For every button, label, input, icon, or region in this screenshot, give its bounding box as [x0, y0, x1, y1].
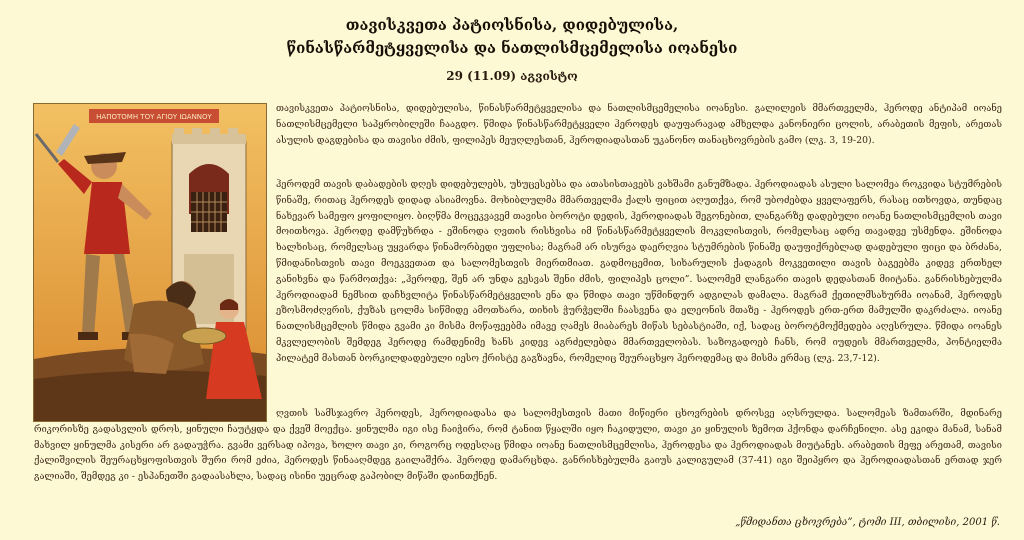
page-subtitle: წინასწარმეტყველისა და ნათლისმცემელისა იოანესი [286, 39, 738, 57]
page-title: თავისკვეთა პატიოსნისა, დიდებულისა, [345, 16, 679, 34]
beheading-icon-image [33, 103, 267, 422]
feast-date: 29 (11.09) აგვისტო [446, 69, 578, 83]
paragraph-1: თავისკვეთა პატიოსნისა, დიდებულისა, წინასწარმეტყველისა და ნათლისმცემელისა იოანესი. გალილეის მმართველმა, ჰეროდე ანტიპამ იოანე ნათლისმცემელი საპყრობილეში ჩააგდო. წმიდა წინასწარმეტყველი ჰეროდეს დაუფარავად ამხელდა კანონიერი ცოლის, არაბეთის მეფის, არეთას ასულის დაგდებისა და თავისი ძმის, ფილიპეს მეუღლესთან, ჰეროდიადასთან უკანონო თანაცხოვრების გამო (ლკ. 3, 19-20). [276, 103, 1002, 146]
paragraph-3: ღვთის სამსჯავრო ჰეროდეს, ჰეროდიადასა და სალომესთვის მათი მიწიერი ცხოვრების დროსვე აღსრულდა. სალომეას ზამთარში, მდინარე რიკორისზე გადასვლის დროს, ყინული ჩაუტყდა და ქვეშ მოექცა. ყინულმა იგი ისე ჩაიჭირა, რომ ტანით წყალში იყო ჩაკიდული, თავი კი ყინულის ზემოთ ჰქონდა დარჩენილი. ასე ეკიდა მანამ, სანამ მახვილ ყინულმა კისერი არ გადაუჭრა. გვამი ვერსად იპოვა, ხოლო თავი კი, როგორც ოდესღაც წმიდა იოანე ნათლისმცემლისა, ჰეროდესა და ჰეროდიადას მიუტანეს. არაბეთის მეფე არეთამ, თავისი ქალიშვილის შეურაცხყოფისთვის შური რომ ეძია, ჰეროდეს წინააღმდეგ გაილაშქრა. ჰეროდე დამარცხდა. განრისხებულმა გაიუს კალიგულამ (37-41) იგი შეიპყრო და ჰეროდიადასთან ერთად ჯერ გალიაში, შემდეგ კი - ესპანეთში გადაასახლა, სადაც ისინი უეცრად გაპობილ მიწაში დაინთქნენ. [34, 408, 1002, 483]
paragraph-2: ჰეროდემ თავის დაბადების დღეს დიდებულებს, უხუცესებსა და ათასისთავებს ვახშამი განუმზადა. ჰეროდიადას ასული სალომეა როკვიდა სტუმრების წინაშე, რითაც ჰეროდეს დიდად ასიამოვნა. მოხიბლულმა მმართველმა ქალს ფიცით აღუთქვა, რომ უბოძებდა ყველაფერს, რასაც ითხოვდა, თუნდაც ნახევარ სამეფო ყოფილიყო. ბიღწმა მოცეკვავემ თავისი ბოროტი დედის, ჰეროდიადას შეგონებით, ლანგარზე დადებული იოანე ნათლისმცემლის თავი მოითხოვა. ჰეროდე დამწუხრდა - ეშინოდა ღვთის რისხვისა იმ წინასწარმეტყველის მოკვლისთვის, რომელსაც ადრე თავადვე უსმენდა. ეშინოდა ხალხისაც, რომელსაც უყვარდა წინამორბედი უფლისა; მაგრამ არ ისურვა დაერღვია სტუმრების წინაშე დაუფიქრებლად დადებული ფიცი და ბრძანა, წმიდანისთვის თავი მოეკვეთათ და სალომესთვის მიერთმიათ. გადმოცემით, სიხარულის ქადაგის მოკვეთილი თავის ბაგეებმა კიდევ ერთხელ განიხვნა და წარმოთქვა: „ჰეროდე, შენ არ უნდა გესვას შენი ძმის, ფილიპეს ცოლი”. სალომემ ლანგარი თავის დედასთან მიიტანა. განრისხებულმა ჰეროდიადამ ნემსით დაჩხვლიტა წინასწარმეტყველის ენა და წმიდა თავი უწმინდურ ადგილას დამალა. მაგრამ ქეთილმსახურმა იოანამ, ჰეროდეს ეზოსმოძღვრის, ქუზას ცოლმა სიწმიდე ამოთხარა, თიხის ჭურჭელში ჩაასვენა და ელეონის მთაზე - ჰეროდეს ერთ-ერთ მამულში დაკრძალა. იოანე ნათლისმცემლის წმიდა გვამი კი მისმა მოწაფეებმა იმავე ღამეს მიაბარეს მიწას სებასტიაში, იქ, სადაც ბოროტმოქმედება აღესრულა. წმიდა იოანეს მკვლელობის შემდეგ ჰეროდე რამდენიმე ხანს კიდევ აგრძელებდა მმართველობას. საზოგადოებ ჩანს, რომ იუდეის მმართველმა, პონტიელმა პილატემ მასთან ბორკილდადებული იესო ქრისტე გაგზავნა, რომელიც შეურაცხყო ჰეროდემაც და მისმა ერმაც (ლკ. 23,7-12). [276, 179, 1002, 364]
source-citation: „წმიდანთა ცხოვრება”, ტომი III, თბილისი, 2001 წ. [735, 517, 1000, 528]
icon-inscription: ΗΑΠΟΤΟΜΗ ΤΟΥ ΑΓΙΟΥ ΙΩΑΝΝΟΥ [96, 113, 212, 121]
